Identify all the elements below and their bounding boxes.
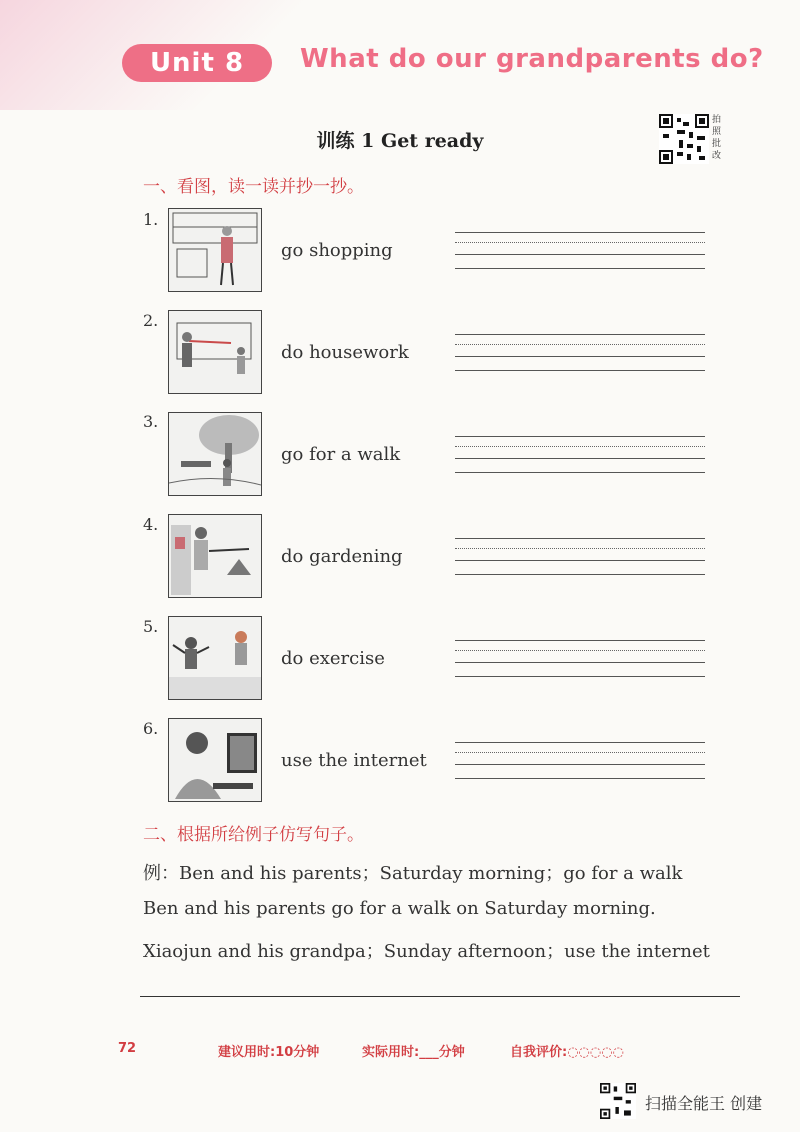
copy-lines[interactable] bbox=[455, 232, 705, 272]
copy-lines[interactable] bbox=[455, 640, 705, 680]
item-number: 4. bbox=[143, 515, 159, 534]
phrase: use the internet bbox=[281, 750, 427, 771]
qr-caption: 拍照批改 bbox=[712, 115, 722, 161]
exercise-prompt: Xiaojun and his grandpa；Sunday afternoon；use the internet bbox=[143, 941, 710, 962]
item-number: 1. bbox=[143, 210, 159, 229]
self-eval-label: 自我评价: bbox=[510, 1045, 568, 1060]
copy-lines[interactable] bbox=[455, 436, 705, 476]
copy-lines[interactable] bbox=[455, 538, 705, 578]
item-number: 5. bbox=[143, 617, 159, 636]
housework-picture bbox=[168, 310, 262, 394]
shopping-picture bbox=[168, 208, 262, 292]
unit-title: What do our grandparents do? bbox=[300, 44, 764, 74]
item-number: 2. bbox=[143, 311, 159, 330]
suggested-time: 建议用时:10分钟 bbox=[218, 1045, 320, 1060]
unit-badge: Unit 8 bbox=[122, 44, 272, 82]
qr-code-icon[interactable] bbox=[659, 114, 709, 164]
gardening-picture bbox=[168, 514, 262, 598]
walk-picture bbox=[168, 412, 262, 496]
item-number: 3. bbox=[143, 412, 159, 431]
actual-time: 实际用时:___分钟 bbox=[362, 1045, 465, 1060]
example-line: 例：Ben and his parents；Saturday morning；go for a walk bbox=[143, 863, 683, 884]
phrase: do housework bbox=[281, 342, 409, 363]
scanner-qr-icon bbox=[600, 1083, 636, 1119]
page-number: 72 bbox=[118, 1041, 137, 1056]
copy-lines[interactable] bbox=[455, 334, 705, 374]
answer-line[interactable] bbox=[140, 996, 740, 997]
example-answer: Ben and his parents go for a walk on Saturday morning. bbox=[143, 898, 656, 919]
rating-stars-icon[interactable]: ◌◌◌◌◌ bbox=[567, 1045, 624, 1060]
phrase: go for a walk bbox=[281, 444, 401, 465]
phrase: go shopping bbox=[281, 240, 393, 261]
section1-title: 一、看图，读一读并抄一抄。 bbox=[143, 177, 364, 197]
phrase: do gardening bbox=[281, 546, 403, 567]
copy-lines[interactable] bbox=[455, 742, 705, 782]
training-title: 训练 1 Get ready bbox=[316, 130, 484, 152]
section2-title: 二、根据所给例子仿写句子。 bbox=[143, 825, 364, 845]
phrase: do exercise bbox=[281, 648, 385, 669]
watermark-text: 扫描全能王 创建 bbox=[645, 1094, 763, 1113]
item-number: 6. bbox=[143, 719, 159, 738]
internet-picture bbox=[168, 718, 262, 802]
exercise-picture bbox=[168, 616, 262, 700]
self-evaluation bbox=[510, 1041, 624, 1060]
